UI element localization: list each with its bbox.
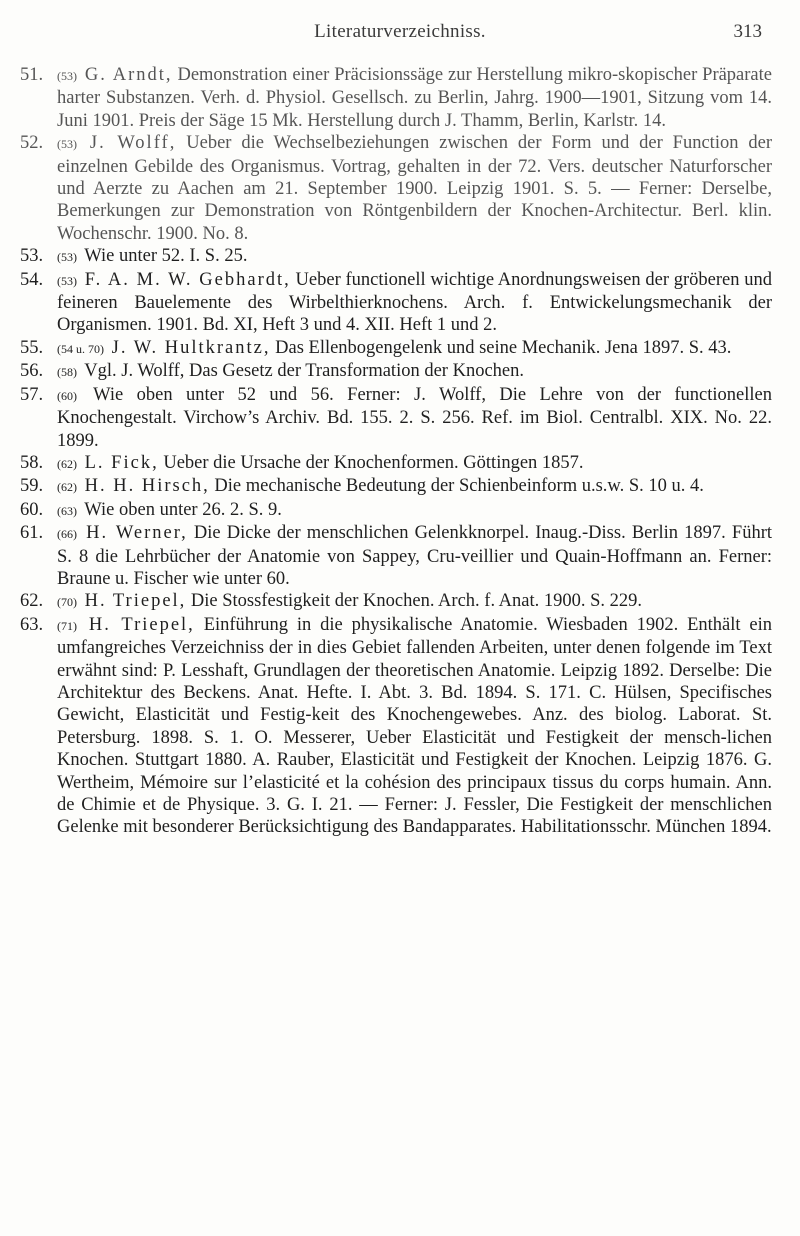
- reference-page-ref: (70): [57, 595, 77, 610]
- reference-author: H. H. Hirsch,: [84, 476, 210, 497]
- reference-text: Die Stossfestigkeit der Knochen. Arch. f. Anat. 1900. S. 229.: [190, 591, 643, 612]
- reference-number: 53.: [20, 246, 44, 267]
- reference-author: H. Triepel,: [84, 591, 187, 612]
- reference-text: Die Dicke der menschlichen Gelenkknorpel. Inaug.-Diss. Berlin 1897. Führt S. 8 die Lehrbücher der Anatomie von Sappey, Cru-veillier und Quain-Hoffmann an. Ferner: Braune u. Fischer wie unter 60.: [57, 523, 773, 589]
- reference-item: [20, 245, 772, 268]
- reference-text: Einführung in die physikalische Anatomie. Wiesbaden 1902. Enthält ein umfangreiches Verzeichniss der in dies Gebiet fallenden Arbeiten, unter denen folgende im Text erwähnt sind: P. Lesshaft, Grundlagen der theoretischen Anatomie. Leipzig 1892. Derselbe: Die Architektur des Beckens. Anat. Hefte. I. Abt. 3. Bd. 1894. S. 171. C. Hülsen, Specifisches Gewicht, Elasticität und Festig-keit des Knochengewebes. Anz. des biolog. Laborat. St. Petersburg. 1898. S. 1. O. Messerer, Ueber Elasticität und Festigkeit der mensch-lichen Knochen. Stuttgart 1880. A. Rauber, Elasticität und Festigkeit der Knochen. Leipzig 1876. G. Wertheim, Mémoire sur l’elasticité et la cohésion des principaux tissus du corps humain. Ann. de Chimie et de Physique. 3. G. I. 21. — Ferner: J. Fessler, Die Festigkeit der menschlichen Gelenke mit besonderer Berücksichtigung des Bandapparates. Habilitationsschr. München 1894.: [57, 614, 773, 838]
- reference-page-ref: (53): [57, 69, 77, 83]
- reference-item: [20, 269, 772, 337]
- reference-item: [20, 475, 772, 498]
- reference-text: Demonstration einer Präcisionssäge zur Herstellung mikro-skopischer Präparate harter Substanzen. Verh. d. Physiol. Gesellsch. zu Berlin, Jahrg. 1900—1901, Sitzung vom 14. Juni 1901. Preis der Säge 15 Mk. Herstellung durch J. Thamm, Berlin, Karlstr. 14.: [57, 65, 772, 131]
- reference-page-ref: (71): [57, 618, 77, 633]
- reference-number: 52.: [20, 133, 44, 154]
- reference-number: 63.: [20, 614, 44, 635]
- reference-author: H. Triepel,: [88, 614, 195, 635]
- reference-item: [20, 132, 772, 245]
- reference-item: [20, 64, 772, 132]
- reference-author: L. Fick,: [84, 452, 159, 473]
- reference-item: [20, 452, 772, 475]
- reference-page-ref: (58): [57, 365, 77, 380]
- reference-author: F. A. M. W. Gebhardt,: [84, 269, 291, 290]
- reference-page-ref: (62): [57, 480, 77, 495]
- reference-number: 56.: [20, 361, 44, 382]
- reference-author: J. W. Hultkrantz,: [111, 337, 271, 358]
- reference-text: Die mechanische Bedeutung der Schienbeinform u.s.w. S. 10 u. 4.: [214, 476, 704, 497]
- reference-page-ref: (53): [57, 250, 77, 265]
- running-title: Literaturverzeichniss.: [314, 21, 486, 42]
- reference-item: [20, 522, 772, 590]
- reference-number: 58.: [20, 452, 44, 473]
- reference-item: [20, 590, 772, 613]
- reference-item: [20, 360, 772, 383]
- reference-page-ref: (53): [57, 273, 77, 288]
- reference-text: Wie oben unter 52 und 56. Ferner: J. Wolff, Die Lehre von der functionellen Knochengestalt. Virchow’s Archiv. Bd. 155. 2. S. 256. Ref. im Biol. Centralbl. XIX. No. 22. 1899.: [57, 384, 772, 451]
- reference-text: Wie unter 52. I. S. 25.: [84, 246, 248, 267]
- reference-text: Ueber functionell wichtige Anordnungsweisen der gröberen und feineren Bauelemente des Wirbelthierknochens. Arch. f. Entwickelungsmechanik der Organismen. 1901. Bd. XI, Heft 3 und 4. XII. Heft 1 und 2.: [57, 269, 773, 336]
- reference-text: Wie oben unter 26. 2. S. 9.: [84, 499, 282, 520]
- reference-list: [20, 64, 772, 839]
- reference-number: 54.: [20, 269, 44, 290]
- reference-page-ref: (54 u. 70): [57, 341, 104, 356]
- reference-page-ref: (53): [57, 137, 77, 152]
- reference-page-ref: (63): [57, 503, 77, 518]
- reference-author: J. Wolff,: [89, 133, 177, 154]
- reference-author: G. Arndt,: [84, 65, 173, 85]
- reference-author: H. Werner,: [86, 523, 188, 544]
- reference-item: [20, 337, 772, 360]
- reference-text: Vgl. J. Wolff, Das Gesetz der Transformation der Knochen.: [84, 361, 524, 382]
- reference-item: [20, 499, 772, 522]
- reference-number: 57.: [20, 384, 44, 405]
- page-number: 313: [733, 21, 762, 42]
- reference-text: Das Ellenbogengelenk und seine Mechanik. Jena 1897. S. 43.: [275, 337, 732, 358]
- reference-number: 51.: [20, 65, 44, 85]
- reference-number: 62.: [20, 591, 44, 612]
- reference-number: 55.: [20, 337, 44, 358]
- reference-page-ref: (62): [57, 456, 77, 471]
- reference-number: 60.: [20, 499, 44, 520]
- reference-item: [20, 384, 772, 452]
- running-head: [0, 21, 800, 45]
- reference-text: Ueber die Ursache der Knochenformen. Göttingen 1857.: [163, 452, 584, 473]
- reference-number: 59.: [20, 476, 44, 497]
- reference-text: Ueber die Wechselbeziehungen zwischen der Form und der Function der einzelnen Gebilde des Organismus. Vortrag, gehalten in der 72. Vers. deutscher Naturforscher und Aerzte zu Aachen am 21. September 1900. Leipzig 1901. S. 5. — Ferner: Derselbe, Bemerkungen zur Demonstration von Röntgenbildern der Knochen-Architectur. Berl. klin. Wochenschr. 1900. No. 8.: [57, 133, 772, 244]
- reference-item: [20, 614, 772, 839]
- reference-number: 61.: [20, 523, 44, 544]
- reference-page-ref: (66): [57, 527, 77, 542]
- reference-page-ref: (60): [57, 388, 77, 403]
